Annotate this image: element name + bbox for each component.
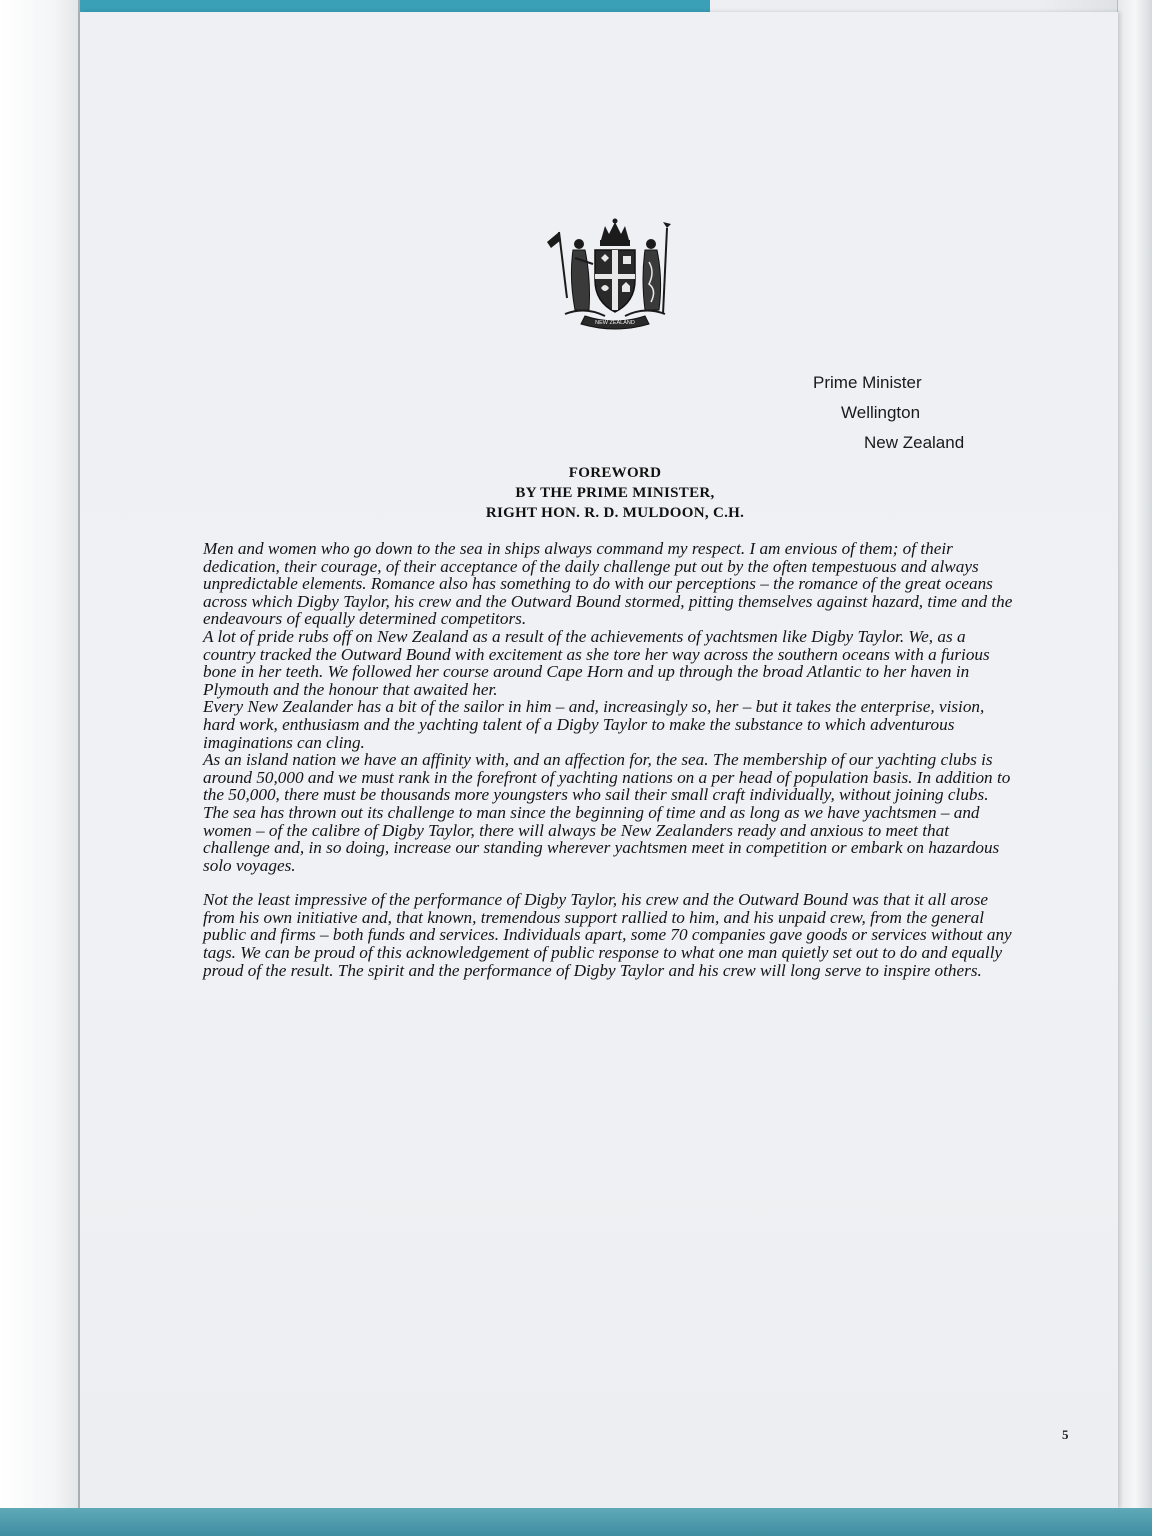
book-page xyxy=(80,12,1118,1508)
address-line-3: New Zealand xyxy=(864,433,965,452)
paragraph: Every New Zealander has a bit of the sailor in him – and, increasingly so, her – but it takes the enterprise, vision, hard work, enthusiasm and the yachting talent of a Digby Taylor to make the substance to which adventurous imaginations can cling. xyxy=(203,697,985,752)
page-number: 5 xyxy=(1062,1427,1069,1442)
nz-coat-of-arms-icon xyxy=(545,218,685,330)
foreword-body xyxy=(203,540,1013,979)
crest-motto: NEW ZEALAND xyxy=(595,320,635,326)
heading-line-2: BY THE PRIME MINISTER, xyxy=(515,485,715,501)
paragraph: Not the least impressive of the performance of Digby Taylor, his crew and the Outward Bound was that it all arose from his own initiative and, that known, tremendous support rallied to him, and his unpaid crew, from the general public and firms – both funds and services. Individuals apart, some 70 companies gave goods or services without any tags. We can be proud of this acknowledgement of public response to what one man quietly set out to do and equally proud of the result. The spirit and the performance of Digby Taylor and his crew will long serve to inspire others. xyxy=(203,890,1012,980)
paragraph: Men and women who go down to the sea in ships always command my respect. I am envious of them; of their dedication, their courage, of their acceptance of the daily challenge put out by the often tempestuous and always unpredictable elements. Romance also has something to do with our perceptions – the romance of the great oceans across which Digby Taylor, his crew and the Outward Bound stormed, pitting themselves against hazard, time and the endeavours of equally determined competitors. xyxy=(203,539,1013,629)
paragraph: The sea has thrown out its challenge to man since the beginning of time and as long as we have yachtsmen – and women – of the calibre of Digby Taylor, there will always be New Zealanders ready and anxious to meet that challenge and, in so doing, increase our standing wherever yachtsmen meet in competition or embark on hazardous solo voyages. xyxy=(203,802,1000,875)
address-line-1: Prime Minister xyxy=(813,373,922,392)
page-stack-edge xyxy=(1117,0,1152,1536)
heading-line-1: FOREWORD xyxy=(568,465,662,481)
heading-line-3: RIGHT HON. R. D. MULDOON, C.H. xyxy=(485,505,745,521)
left-page-edge xyxy=(0,0,80,1536)
cover-edge-bottom xyxy=(0,1508,1152,1536)
foreword-heading xyxy=(380,463,850,523)
paragraph: As an island nation we have an affinity with, and an affection for, the sea. The membership of our yachting clubs is around 50,000 and we must rank in the forefront of yachting nations on a per head of population basis. In addition to the 50,000, there must be thousands more youngsters who sail their small craft individually, without joining clubs. xyxy=(203,750,1011,805)
paragraph: A lot of pride rubs off on New Zealand as a result of the achievements of yachtsmen like Digby Taylor. We, as a country tracked the Outward Bound with excitement as she tore her way across the southern oceans with a furious bone in her teeth. We followed her course around Cape Horn and up through the broad Atlantic to her haven in Plymouth and the honour that awaited her. xyxy=(203,626,990,699)
address-line-2: Wellington xyxy=(841,403,921,422)
